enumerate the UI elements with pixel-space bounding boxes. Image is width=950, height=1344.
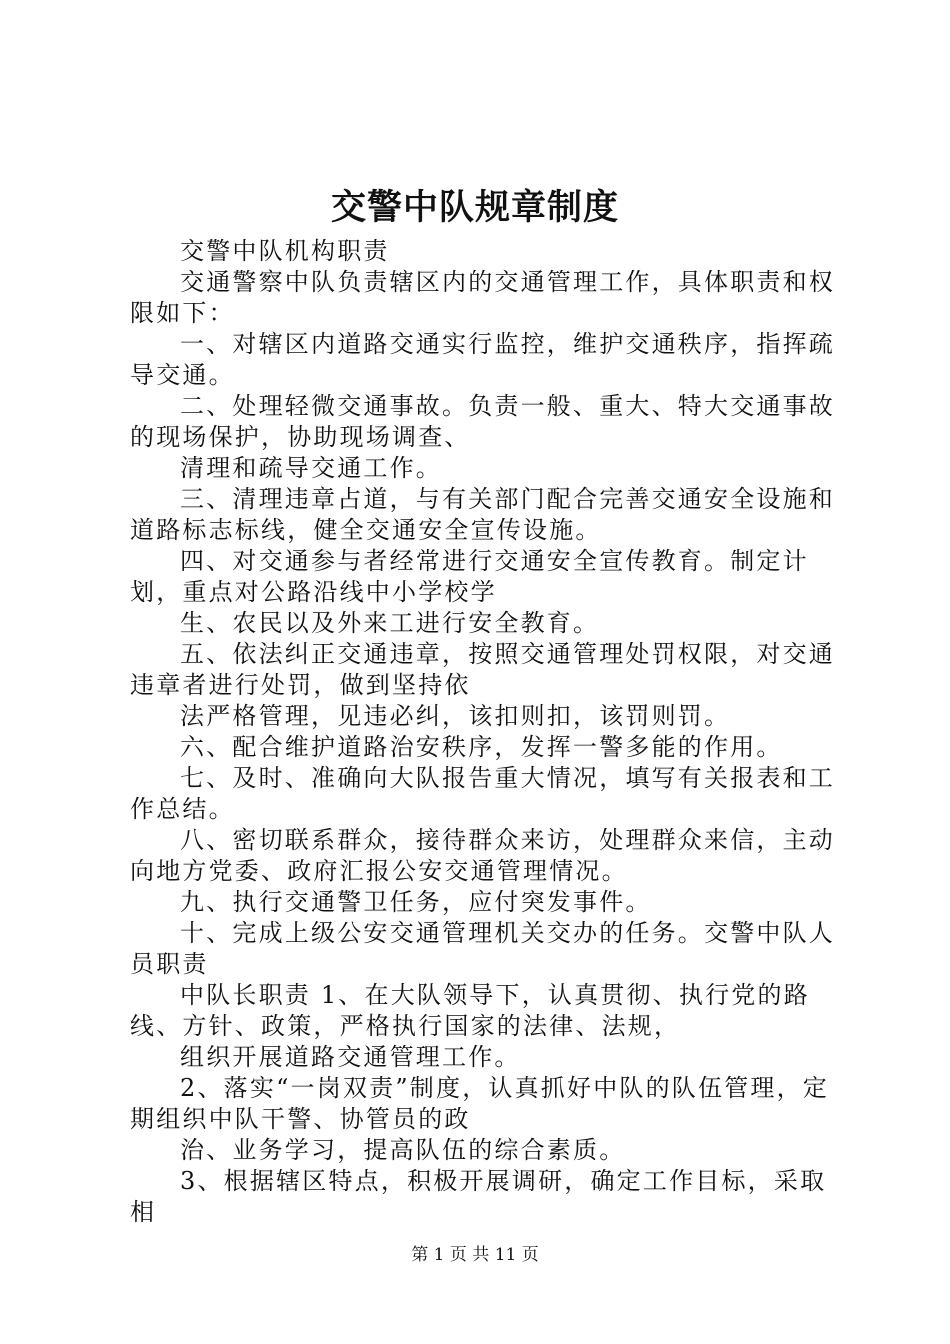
paragraph: 交通警察中队负责辖区内的交通管理工作，具体职责和权限如下： bbox=[130, 268, 835, 327]
paragraph: 四、对交通参与者经常进行交通安全宣传教育。制定计划，重点对公路沿线中小学校学 bbox=[130, 547, 809, 606]
paragraph: 七、及时、准确向大队报告重大情况，填写有关报表和工作总结。 bbox=[130, 764, 835, 823]
paragraph: 二、处理轻微交通事故。负责一般、重大、特大交通事故的现场保护，协助现场调查、 bbox=[130, 392, 835, 451]
paragraph: 十、完成上级公安交通管理机关交办的任务。交警中队人员职责 bbox=[130, 919, 835, 978]
paragraph: 生、农民以及外来工进行安全教育。 bbox=[180, 609, 600, 637]
paragraph: 五、依法纠正交通违章，按照交通管理处罚权限，对交通违章者进行处罚，做到坚持依 bbox=[130, 640, 835, 699]
paragraph: 九、执行交通警卫任务，应付突发事件。 bbox=[180, 888, 652, 916]
document-body bbox=[130, 236, 835, 1228]
paragraph: 法严格管理，见违必纠，该扣则扣，该罚则罚。 bbox=[180, 702, 731, 730]
paragraph: 中队长职责 1、在大队领导下，认真贯彻、执行党的路线、方针、政策，严格执行国家的法律、法规， bbox=[130, 981, 810, 1040]
paragraph: 八、密切联系群众，接待群众来访，处理群众来信，主动向地方党委、政府汇报公安交通管理情况。 bbox=[130, 826, 835, 885]
page-number: 第 1 页 共 11 页 bbox=[411, 1245, 539, 1265]
paragraph: 一、对辖区内道路交通实行监控，维护交通秩序，指挥疏导交通。 bbox=[130, 330, 835, 389]
paragraph: 六、配合维护道路治安秩序，发挥一警多能的作用。 bbox=[180, 733, 783, 761]
paragraph: 交警中队机构职责 bbox=[180, 237, 390, 265]
paragraph: 治、业务学习，提高队伍的综合素质。 bbox=[180, 1136, 626, 1164]
paragraph: 2、落实“一岗双责”制度，认真抓好中队的队伍管理，定期组织中队干警、协管员的政 bbox=[130, 1074, 830, 1133]
paragraph: 3、根据辖区特点，积极开展调研，确定工作目标，采取相 bbox=[130, 1167, 827, 1226]
paragraph: 组织开展道路交通管理工作。 bbox=[180, 1043, 521, 1071]
paragraph: 三、清理违章占道，与有关部门配合完善交通安全设施和道路标志标线，健全交通安全宣传设施。 bbox=[130, 485, 835, 544]
paragraph: 清理和疏导交通工作。 bbox=[180, 454, 442, 482]
document-title: 交警中队规章制度 bbox=[330, 187, 619, 228]
